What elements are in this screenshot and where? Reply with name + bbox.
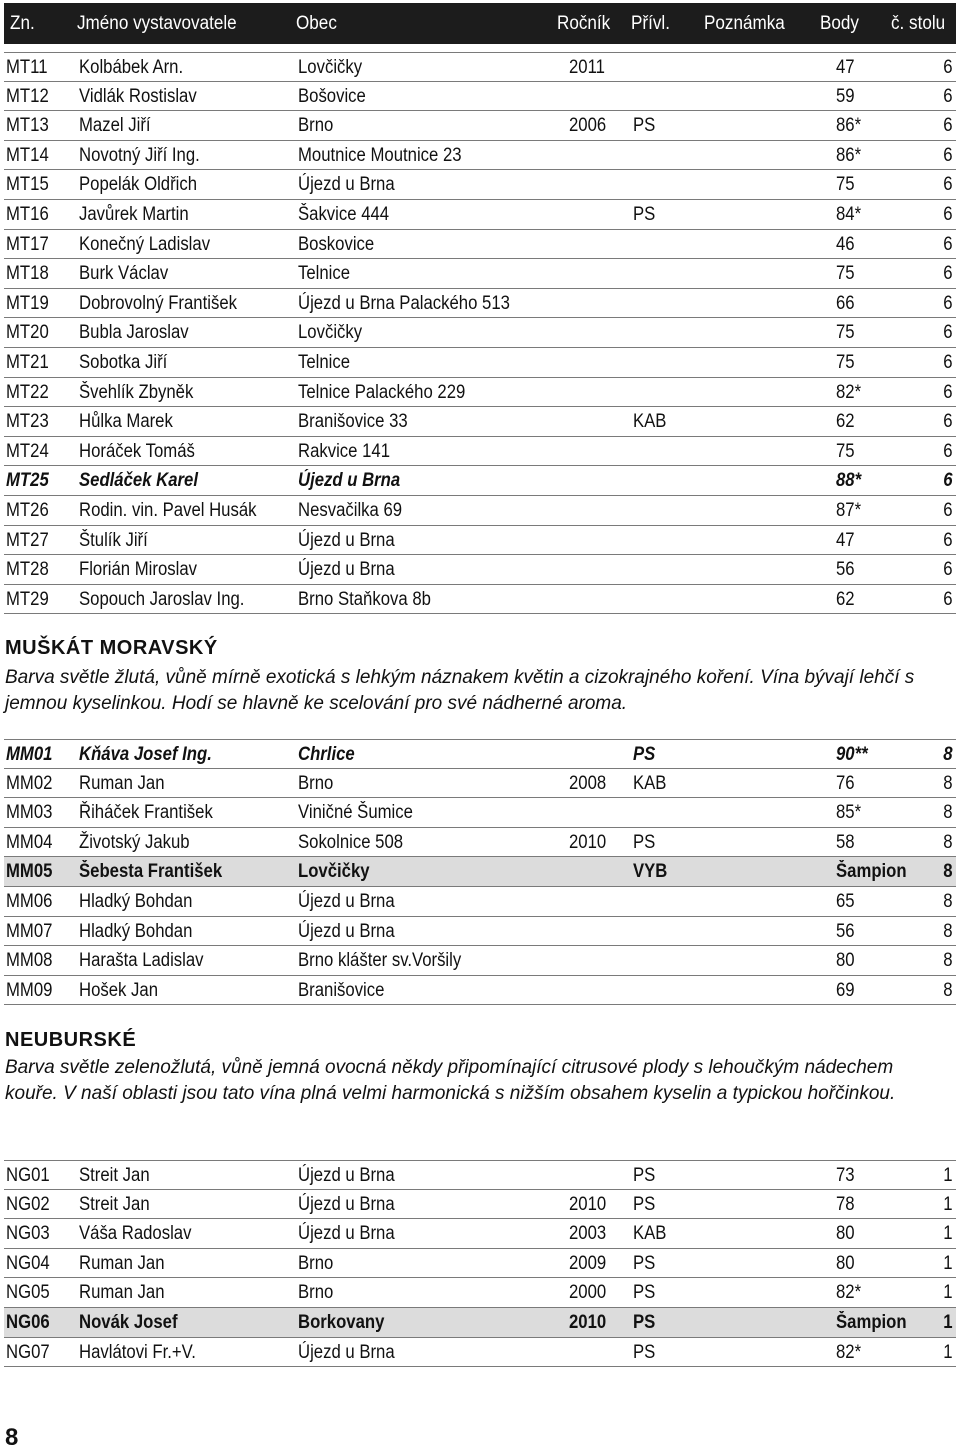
table-header <box>4 3 956 44</box>
cell-stul: 1 <box>943 1193 953 1215</box>
cell-zn: MT19 <box>6 292 49 314</box>
cell-zn: MT15 <box>6 174 49 196</box>
cell-prv: PS <box>633 115 656 137</box>
cell-zn: MT23 <box>6 411 49 433</box>
cell-name: Sedláček Karel <box>79 470 198 492</box>
cell-obec: Brno <box>298 1252 334 1274</box>
table-row <box>4 52 956 82</box>
table-row <box>4 82 956 112</box>
cell-obec: Branišovice 33 <box>298 411 408 433</box>
cell-body: 87* <box>836 499 862 521</box>
cell-obec: Brno <box>298 772 334 794</box>
table-row <box>4 407 956 437</box>
table-row <box>4 230 956 260</box>
cell-body: 80 <box>836 1223 855 1245</box>
cell-body: 75 <box>836 174 855 196</box>
cell-name: Novotný Jiří Ing. <box>79 144 200 166</box>
table-row <box>4 1338 956 1368</box>
cell-zn: NG03 <box>6 1223 50 1245</box>
cell-zn: MT21 <box>6 351 49 373</box>
cell-obec: Chrlice <box>298 744 355 765</box>
cell-stul: 6 <box>943 559 953 581</box>
cell-name: Novák Josef <box>79 1311 178 1333</box>
cell-prv: KAB <box>633 1223 667 1245</box>
cell-obec: Lovčičky <box>298 861 370 883</box>
cell-prv: PS <box>633 1193 656 1215</box>
cell-name: Řiháček František <box>79 802 213 824</box>
cell-name: Ruman Jan <box>79 772 165 794</box>
cell-zn: MT29 <box>6 588 49 610</box>
table-row <box>4 526 956 556</box>
cell-stul: 6 <box>943 588 953 610</box>
header-obec: Obec <box>296 13 337 34</box>
cell-zn: MT13 <box>6 115 49 137</box>
table-row <box>4 348 956 378</box>
cell-obec: Újezd u Brna <box>298 470 401 492</box>
cell-body: 86* <box>836 144 862 166</box>
cell-rocnik: 2006 <box>569 115 607 137</box>
cell-zn: MT18 <box>6 263 49 285</box>
cell-name: Harašta Ladislav <box>79 950 204 972</box>
cell-stul: 8 <box>943 890 953 912</box>
cell-stul: 1 <box>943 1341 953 1363</box>
cell-body: Šampion <box>836 1311 907 1333</box>
cell-zn: NG07 <box>6 1341 50 1363</box>
cell-stul: 6 <box>943 529 953 551</box>
cell-obec: Telnice Palackého 229 <box>298 381 466 403</box>
cell-obec: Újezd u Brna <box>298 174 395 196</box>
cell-prv: KAB <box>633 772 667 794</box>
cell-zn: MM02 <box>6 772 53 794</box>
cell-stul: 8 <box>943 950 953 972</box>
cell-stul: 6 <box>943 322 953 344</box>
cell-name: Streit Jan <box>79 1165 150 1186</box>
cell-prv: PS <box>633 1311 656 1333</box>
cell-zn: MM01 <box>6 744 53 765</box>
header-name: Jméno vystavovatele <box>77 13 237 34</box>
cell-zn: MT11 <box>6 57 48 78</box>
cell-name: Hůlka Marek <box>79 411 173 433</box>
cell-body: 66 <box>836 292 855 314</box>
cell-body: 86* <box>836 115 862 137</box>
cell-name: Rodin. vin. Pavel Husák <box>79 499 257 521</box>
cell-zn: NG05 <box>6 1282 50 1304</box>
cell-stul: 6 <box>943 381 953 403</box>
table-row <box>4 887 956 917</box>
header-zn: Zn. <box>10 13 35 34</box>
cell-zn: MM04 <box>6 831 53 853</box>
cell-obec: Boskovice <box>298 233 375 255</box>
table-row <box>4 1190 956 1220</box>
page-number: 8 <box>5 1424 19 1451</box>
cell-name: Hošek Jan <box>79 979 159 1001</box>
cell-rocnik: 2010 <box>569 1311 607 1333</box>
cell-obec: Újezd u Brna <box>298 1223 395 1245</box>
table-row <box>4 1160 956 1190</box>
cell-body: 46 <box>836 233 855 255</box>
cell-zn: NG02 <box>6 1193 50 1215</box>
table-row <box>4 170 956 200</box>
cell-zn: MM09 <box>6 979 53 1001</box>
cell-rocnik: 2011 <box>569 57 605 78</box>
cell-name: Vidlák Rostislav <box>79 85 197 107</box>
cell-body: 62 <box>836 411 855 433</box>
cell-obec: Lovčičky <box>298 322 363 344</box>
table-row <box>4 437 956 467</box>
table-row <box>4 466 956 496</box>
cell-zn: MT16 <box>6 203 49 225</box>
cell-body: Šampion <box>836 861 907 883</box>
cell-stul: 6 <box>943 144 953 166</box>
table-row <box>4 200 956 230</box>
table-row <box>4 496 956 526</box>
cell-name: Kolbábek Arn. <box>79 57 184 78</box>
cell-zn: MM05 <box>6 861 53 883</box>
table-row <box>4 1219 956 1249</box>
cell-body: 78 <box>836 1193 855 1215</box>
cell-body: 75 <box>836 440 855 462</box>
cell-zn: MT26 <box>6 499 49 521</box>
cell-obec: Bošovice <box>298 85 366 107</box>
cell-body: 75 <box>836 322 855 344</box>
cell-body: 73 <box>836 1165 855 1186</box>
cell-rocnik: 2000 <box>569 1282 607 1304</box>
cell-obec: Újezd u Brna <box>298 559 395 581</box>
cell-zn: MT17 <box>6 233 49 255</box>
cell-name: Burk Václav <box>79 263 169 285</box>
header-stul: č. stolu <box>891 13 946 34</box>
cell-name: Mazel Jiří <box>79 115 151 137</box>
cell-rocnik: 2010 <box>569 831 607 853</box>
cell-stul: 6 <box>943 203 953 225</box>
header-body: Body <box>820 13 859 34</box>
cell-obec: Telnice <box>298 351 351 373</box>
cell-body: 58 <box>836 831 855 853</box>
cell-stul: 1 <box>943 1165 953 1186</box>
table-row <box>4 585 956 615</box>
section-description-muskat: Barva světle žlutá, vůně mírně exotická s lehkým náznakem květin a cizokrajného koření. Vína bývají lehčí s jemnou kyselinkou. Hodí se hlavně ke scelování pro své nádherné aroma. <box>5 667 915 714</box>
cell-stul: 8 <box>943 979 953 1001</box>
cell-body: 59 <box>836 85 855 107</box>
cell-zn: MM03 <box>6 802 53 824</box>
table-row <box>4 378 956 408</box>
cell-stul: 8 <box>943 744 953 765</box>
table-row <box>4 857 956 887</box>
cell-prv: VYB <box>633 861 668 883</box>
cell-body: 56 <box>836 920 855 942</box>
cell-obec: Moutnice Moutnice 23 <box>298 144 462 166</box>
cell-body: 90** <box>836 744 868 765</box>
table-row <box>4 798 956 828</box>
cell-stul: 6 <box>943 115 953 137</box>
table-row <box>4 259 956 289</box>
cell-zn: MT22 <box>6 381 49 403</box>
cell-stul: 6 <box>943 411 953 433</box>
cell-prv: PS <box>633 744 656 765</box>
cell-obec: Brno <box>298 1282 334 1304</box>
cell-obec: Lovčičky <box>298 57 363 78</box>
cell-body: 84* <box>836 203 862 225</box>
cell-name: Kňáva Josef Ing. <box>79 744 212 765</box>
cell-obec: Újezd u Brna <box>298 1193 395 1215</box>
cell-body: 75 <box>836 263 855 285</box>
cell-zn: NG06 <box>6 1311 50 1333</box>
cell-prv: PS <box>633 1341 656 1363</box>
cell-stul: 8 <box>943 861 953 883</box>
cell-obec: Nesvačilka 69 <box>298 499 403 521</box>
cell-rocnik: 2008 <box>569 772 607 794</box>
cell-prv: PS <box>633 831 656 853</box>
cell-name: Horáček Tomáš <box>79 440 195 462</box>
cell-name: Florián Miroslav <box>79 559 198 581</box>
cell-obec: Sokolnice 508 <box>298 831 404 853</box>
cell-body: 47 <box>836 529 855 551</box>
table-mt <box>4 52 956 614</box>
cell-body: 62 <box>836 588 855 610</box>
cell-zn: MT12 <box>6 85 49 107</box>
cell-prv: KAB <box>633 411 667 433</box>
table-row <box>4 1249 956 1279</box>
table-row <box>4 141 956 171</box>
cell-zn: MM07 <box>6 920 53 942</box>
cell-body: 82* <box>836 381 862 403</box>
cell-obec: Újezd u Brna <box>298 1341 395 1363</box>
cell-name: Ruman Jan <box>79 1252 165 1274</box>
table-row <box>4 318 956 348</box>
cell-prv: PS <box>633 1252 656 1274</box>
cell-zn: MT20 <box>6 322 49 344</box>
table-row <box>4 917 956 947</box>
cell-obec: Borkovany <box>298 1311 385 1333</box>
cell-stul: 6 <box>943 174 953 196</box>
cell-prv: PS <box>633 1282 656 1304</box>
cell-obec: Újezd u Brna Palackého 513 <box>298 292 510 314</box>
table-row <box>4 739 956 769</box>
cell-name: Hladký Bohdan <box>79 920 193 942</box>
cell-stul: 6 <box>943 57 953 78</box>
table-row <box>4 828 956 858</box>
cell-prv: PS <box>633 203 656 225</box>
cell-obec: Branišovice <box>298 979 385 1001</box>
cell-stul: 6 <box>943 351 953 373</box>
cell-stul: 8 <box>943 831 953 853</box>
cell-stul: 6 <box>943 263 953 285</box>
cell-obec: Brno Staňkova 8b <box>298 588 431 610</box>
header-poznamka: Poznámka <box>704 13 785 34</box>
cell-name: Sopouch Jaroslav Ing. <box>79 588 245 610</box>
cell-zn: NG01 <box>6 1165 50 1186</box>
cell-zn: MT25 <box>6 470 49 492</box>
cell-obec: Újezd u Brna <box>298 529 395 551</box>
cell-zn: MT27 <box>6 529 49 551</box>
cell-name: Ruman Jan <box>79 1282 165 1304</box>
table-ng <box>4 1160 956 1367</box>
cell-stul: 6 <box>943 233 953 255</box>
cell-stul: 1 <box>943 1282 953 1304</box>
cell-stul: 6 <box>943 440 953 462</box>
cell-name: Šebesta František <box>79 861 223 883</box>
cell-name: Javůrek Martin <box>79 203 189 225</box>
header-privlastek: Přívl. <box>631 13 670 34</box>
table-row <box>4 555 956 585</box>
cell-body: 47 <box>836 57 855 78</box>
cell-stul: 1 <box>943 1311 953 1333</box>
cell-obec: Brno <box>298 115 334 137</box>
cell-name: Životský Jakub <box>79 831 190 853</box>
table-row <box>4 1278 956 1308</box>
cell-zn: MM06 <box>6 890 53 912</box>
table-row <box>4 289 956 319</box>
cell-body: 80 <box>836 950 855 972</box>
cell-name: Streit Jan <box>79 1193 150 1215</box>
cell-zn: MT14 <box>6 144 49 166</box>
cell-name: Popelák Oldřich <box>79 174 198 196</box>
cell-stul: 6 <box>943 85 953 107</box>
table-row <box>4 769 956 799</box>
section-title-muskat: MUŠKÁT MORAVSKÝ <box>5 637 218 659</box>
cell-zn: MT24 <box>6 440 49 462</box>
cell-name: Hladký Bohdan <box>79 890 193 912</box>
cell-obec: Újezd u Brna <box>298 920 395 942</box>
cell-body: 82* <box>836 1341 862 1363</box>
cell-obec: Telnice <box>298 263 351 285</box>
cell-name: Sobotka Jiří <box>79 351 168 373</box>
cell-stul: 8 <box>943 802 953 824</box>
cell-obec: Brno klášter sv.Voršily <box>298 950 462 972</box>
cell-body: 69 <box>836 979 855 1001</box>
cell-stul: 6 <box>943 499 953 521</box>
cell-body: 75 <box>836 351 855 373</box>
cell-body: 82* <box>836 1282 862 1304</box>
cell-body: 80 <box>836 1252 855 1274</box>
cell-obec: Újezd u Brna <box>298 1165 395 1186</box>
section-title-neuburske: NEUBURSKÉ <box>5 1029 137 1051</box>
cell-name: Konečný Ladislav <box>79 233 211 255</box>
cell-prv: PS <box>633 1165 656 1186</box>
cell-name: Švehlík Zbyněk <box>79 381 194 403</box>
table-mm <box>4 739 956 1005</box>
cell-stul: 8 <box>943 772 953 794</box>
cell-zn: MT28 <box>6 559 49 581</box>
cell-body: 56 <box>836 559 855 581</box>
table-row <box>4 1308 956 1338</box>
cell-zn: NG04 <box>6 1252 50 1274</box>
table-row <box>4 976 956 1006</box>
cell-zn: MM08 <box>6 950 53 972</box>
cell-rocnik: 2010 <box>569 1193 607 1215</box>
cell-stul: 1 <box>943 1252 953 1274</box>
cell-stul: 8 <box>943 920 953 942</box>
cell-body: 65 <box>836 890 855 912</box>
table-row <box>4 111 956 141</box>
cell-rocnik: 2009 <box>569 1252 607 1274</box>
cell-obec: Újezd u Brna <box>298 890 395 912</box>
cell-obec: Rakvice 141 <box>298 440 391 462</box>
cell-name: Štulík Jiří <box>79 529 148 551</box>
cell-body: 76 <box>836 772 855 794</box>
cell-obec: Viničné Šumice <box>298 802 413 824</box>
cell-name: Bubla Jaroslav <box>79 322 189 344</box>
cell-stul: 1 <box>943 1223 953 1245</box>
cell-obec: Šakvice 444 <box>298 203 390 225</box>
cell-body: 85* <box>836 802 862 824</box>
cell-name: Havlátovi Fr.+V. <box>79 1341 196 1363</box>
cell-stul: 6 <box>943 292 953 314</box>
section-description-neuburske: Barva světle zelenožlutá, vůně jemná ovocná někdy připomínající citrusové plody s lehoučkým nádechem kouře. V naší oblasti jsou tato vína plná velmi harmonická s nižším obsahem kyselin a typickou hořčinkou. <box>5 1057 896 1104</box>
table-row <box>4 946 956 976</box>
header-rocnik: Ročník <box>557 13 611 34</box>
cell-rocnik: 2003 <box>569 1223 607 1245</box>
cell-name: Dobrovolný František <box>79 292 237 314</box>
cell-stul: 6 <box>943 470 953 492</box>
cell-name: Váša Radoslav <box>79 1223 192 1245</box>
cell-body: 88* <box>836 470 862 492</box>
